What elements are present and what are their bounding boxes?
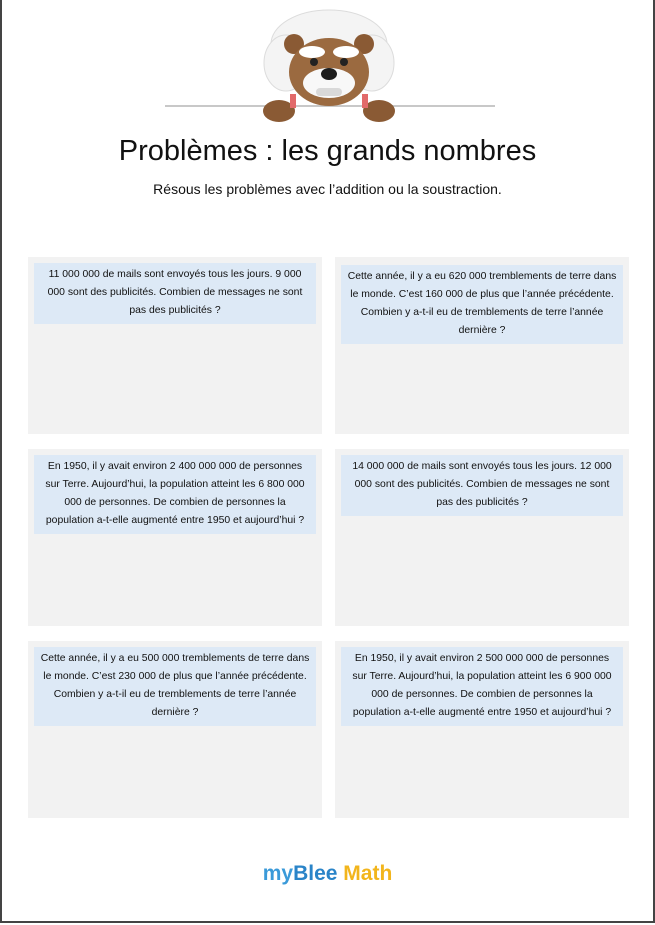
- problem-card-6: [335, 641, 629, 818]
- problem-card-3: [28, 449, 322, 626]
- problem-text-4: 14 000 000 de mails sont envoyés tous les jours. 12 000 000 sont des publicités. Combien de messages ne sont pas des publicités ?: [341, 455, 623, 516]
- logo-math: Math: [343, 862, 393, 885]
- page-subtitle: Résous les problèmes avec l’addition ou la soustraction.: [153, 181, 502, 197]
- problem-text-3: En 1950, il y avait environ 2 400 000 000 de personnes sur Terre. Aujourd’hui, la population atteint les 6 800 000 000 de personnes. De combien de personnes la population a-t-elle augmenté entre 1950 et aujourd’hui ?: [34, 455, 316, 534]
- myblee-math-logo: [2, 862, 653, 886]
- problem-card-5: [28, 641, 322, 818]
- problem-text-6: En 1950, il y avait environ 2 500 000 000 de personnes sur Terre. Aujourd’hui, la population atteint les 6 900 000 000 de personnes. De combien de personnes la population a-t-elle augmenté entre 1950 et aujourd’hui ?: [341, 647, 623, 726]
- problem-text-1: 11 000 000 de mails sont envoyés tous les jours. 9 000 000 sont des publicités. Combien de messages ne sont pas des publicités ?: [34, 263, 316, 324]
- bear-mascot-icon: [254, 8, 404, 123]
- problem-card-1: [28, 257, 322, 434]
- logo-blee: Blee: [293, 862, 338, 885]
- problem-text-2: Cette année, il y a eu 620 000 tremblements de terre dans le monde. C’est 160 000 de plus que l’année précédente. Combien y a-t-il eu de tremblements de terre l’année dernière ?: [341, 265, 623, 344]
- problem-card-2: [335, 257, 629, 434]
- page-title: Problèmes : les grands nombres: [118, 135, 537, 167]
- problem-card-4: [335, 449, 629, 626]
- logo-my: my: [262, 862, 294, 885]
- problem-text-5: Cette année, il y a eu 500 000 tremblements de terre dans le monde. C’est 230 000 de plus que l’année précédente. Combien y a-t-il eu de tremblements de terre l’année dernière ?: [34, 647, 316, 726]
- mascot-header: [2, 0, 653, 125]
